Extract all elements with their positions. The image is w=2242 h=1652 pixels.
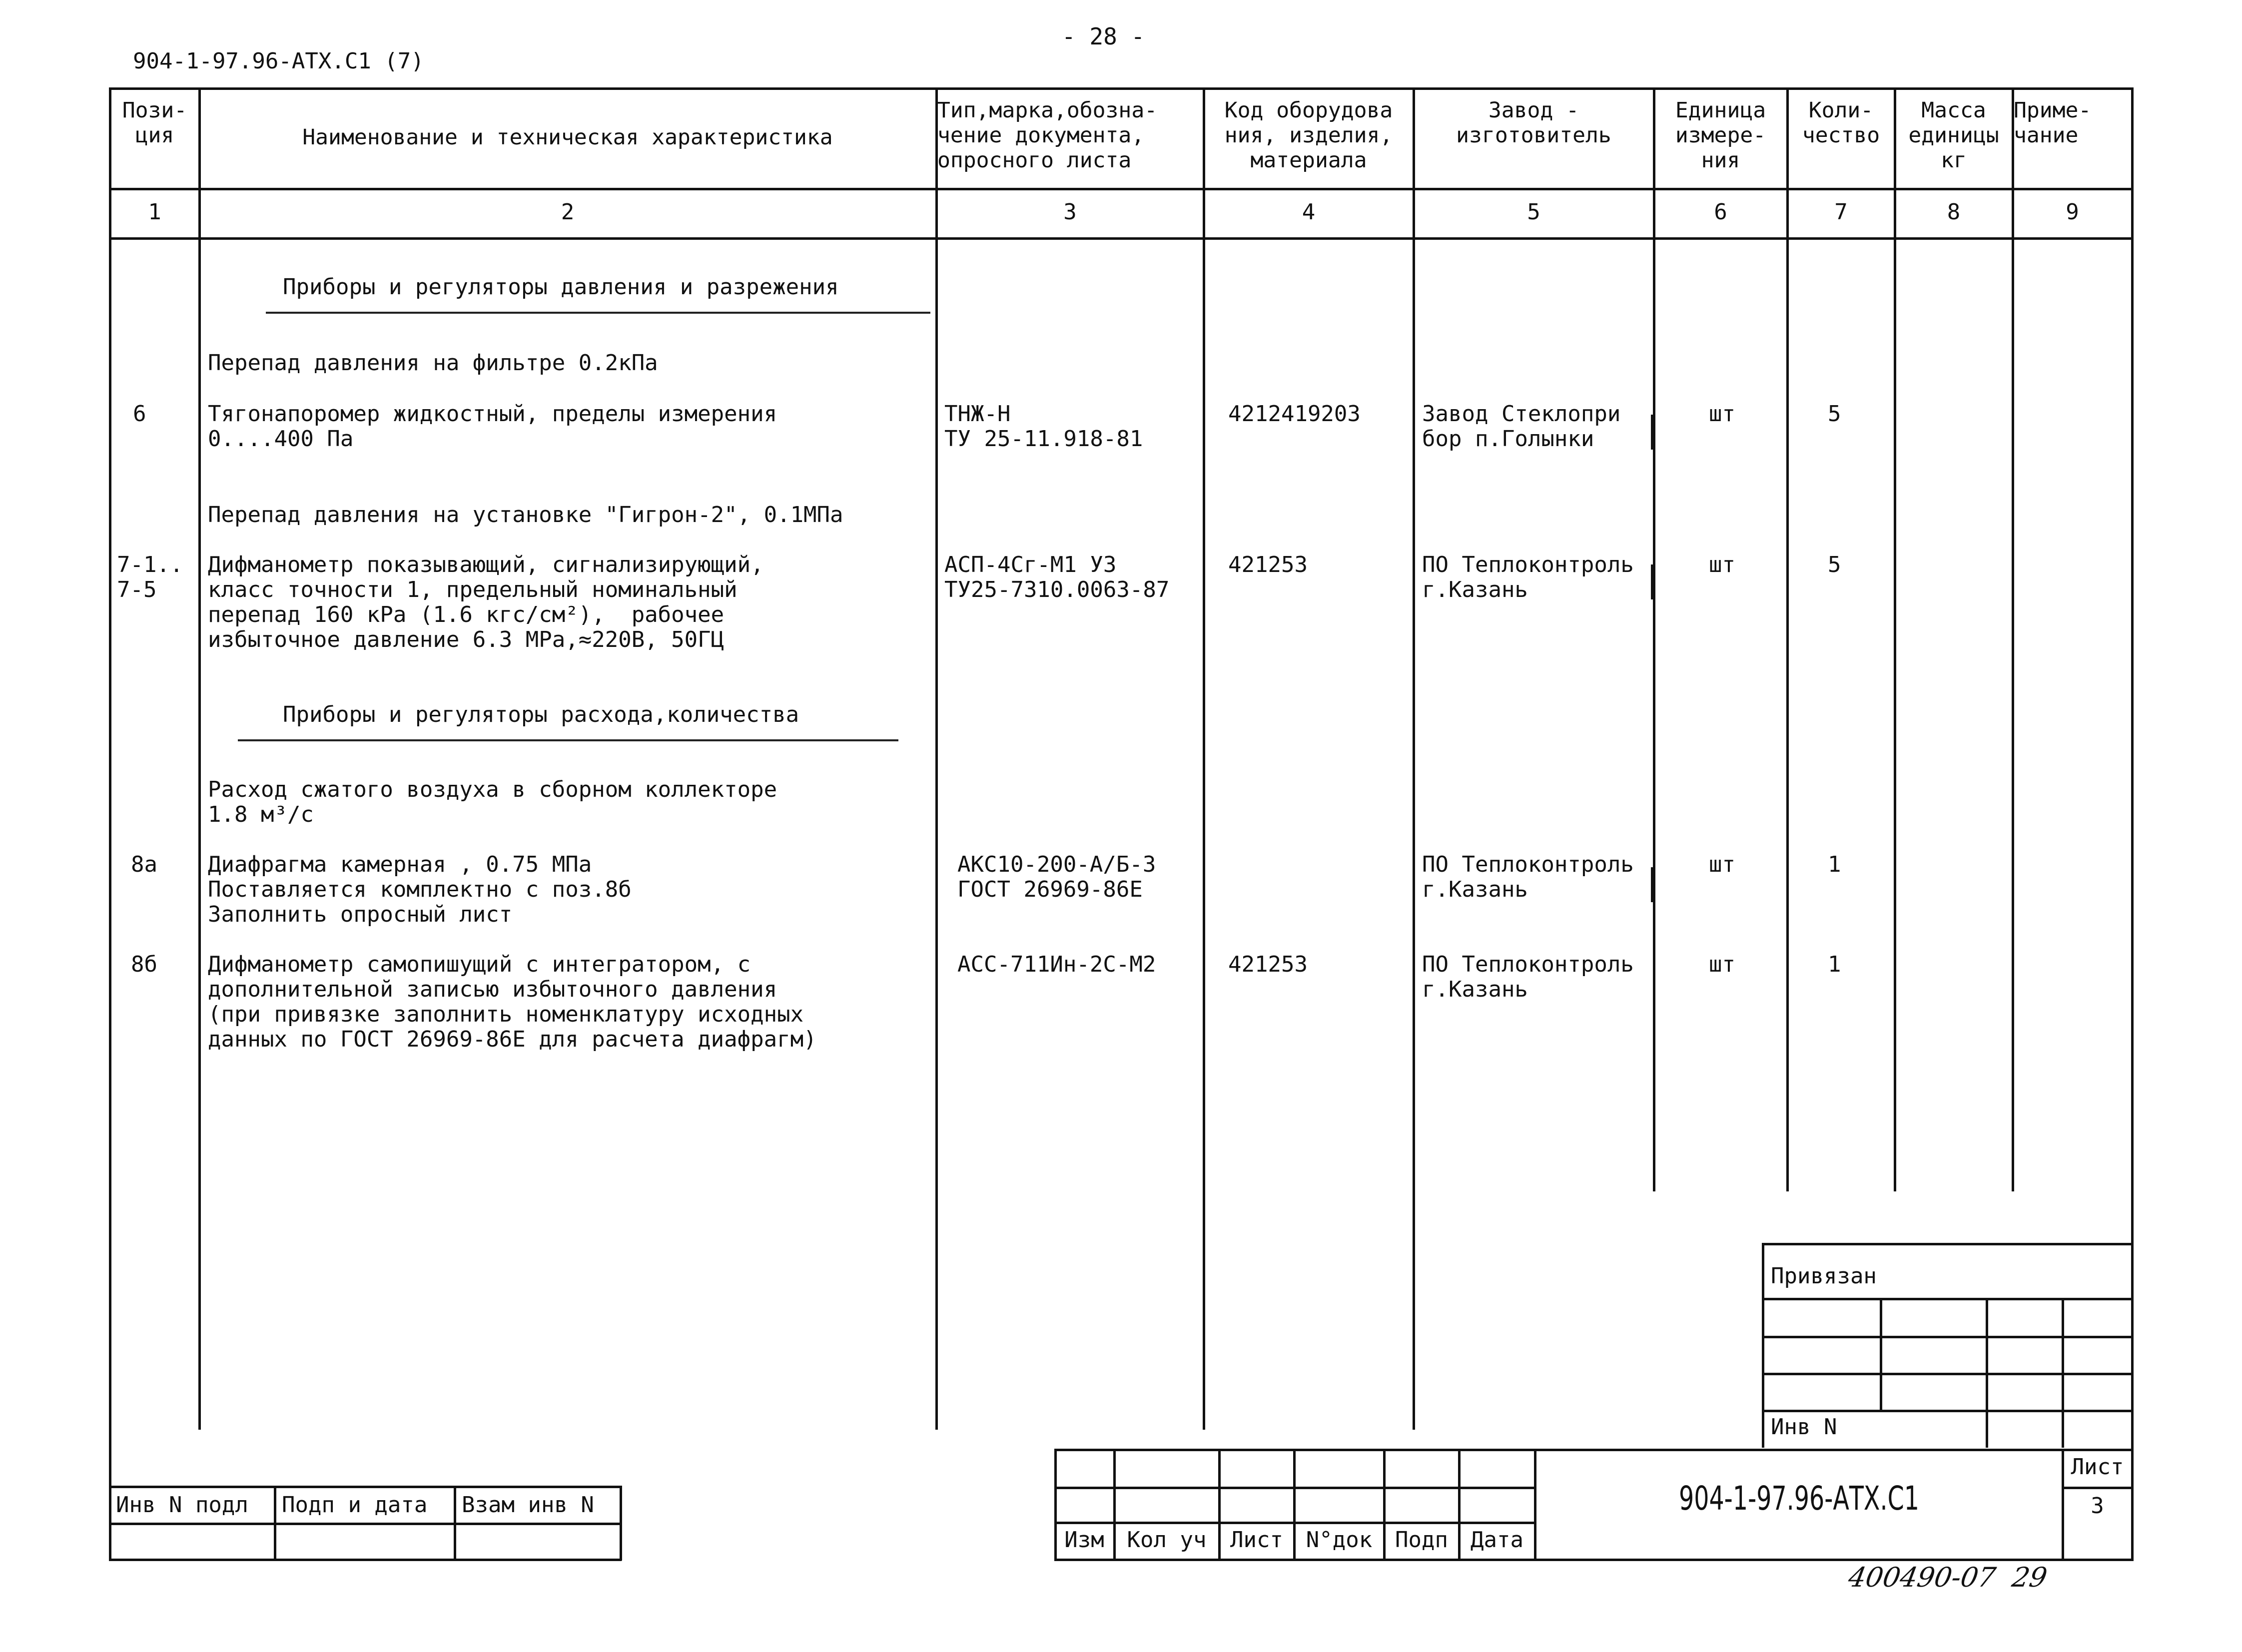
row6-code: 4212419203 [1228,401,1361,427]
th-ndok: N°док [1306,1527,1373,1553]
header-note: Приме- чание [2014,98,2092,148]
colnum-5: 5 [1527,199,1540,225]
section-underline [266,312,930,314]
row8b-pos: 8б [131,952,157,977]
row8a-name: Диафрагма камерная , 0.75 МПа Поставляется комплектно с поз.8б Заполнить опросный лист [208,852,632,927]
row7-type: АСП-4Сг-М1 У3 ТУ25-7310.0063-87 [944,552,1170,602]
header-unit: Единица измере- ния [1675,98,1766,173]
row8a-qty: 1 [1828,852,1841,877]
group-title-air: Расход сжатого воздуха в сборном коллекторе 1.8 м³/с [208,777,777,827]
page-number: - 28 - [1062,23,1145,50]
row7-name: Дифманометр показывающий, сигнализирующий, класс точности 1, предельный номинальный перепад 160 кРа (1.6 кгс/см²), рабочее избыточное давление 6.3 МРа,≈220В, 50ГЦ [208,552,764,652]
header-qty: Коли- чество [1802,98,1880,148]
section-title-flow: Приборы и регуляторы расхода,количества [283,702,799,727]
colnum-7: 7 [1834,199,1848,225]
section-underline [238,739,898,741]
th-izm: Изм [1064,1527,1104,1553]
group-title-gigron: Перепад давления на установке "Гигрон-2", 0.1МПа [208,502,843,528]
inv-podl-label: Инв N подл [116,1492,248,1518]
row6-name: Тягонапоромер жидкостный, пределы измерения 0....400 Па [208,401,777,452]
row8b-type: АСС-711Ин-2С-М2 [957,952,1156,977]
th-list: Лист [1230,1527,1283,1553]
binding-label: Привязан [1771,1263,1877,1289]
row6-pos: 6 [133,401,146,427]
row6-unit: шт [1709,401,1735,427]
row6-maker: Завод Стеклопри бор п.Голынки [1422,401,1621,452]
row7-qty: 5 [1828,552,1841,577]
row7-code: 421253 [1228,552,1308,577]
colnum-6: 6 [1714,199,1727,225]
podp-data-label: Подп и дата [282,1492,428,1518]
sheet-number: 3 [2091,1493,2104,1519]
colnum-2: 2 [561,199,575,225]
group-title-filter: Перепад давления на фильтре 0.2кПа [208,350,658,376]
colnum-8: 8 [1947,199,1961,225]
th-kol-uch: Кол уч [1127,1527,1207,1553]
row8a-maker: ПО Теплоконтроль г.Казань [1422,852,1634,902]
row8b-qty: 1 [1828,952,1841,977]
header-type: Тип,марка,обозна- чение документа, опросного листа [937,98,1158,173]
colnum-3: 3 [1063,199,1077,225]
header-mass: Масса единицы кг [1908,98,1999,173]
inv-label: Инв N [1771,1414,1837,1440]
colnum-9: 9 [2066,199,2079,225]
row8a-type: АКС10-200-А/Б-3 ГОСТ 26969-86Е [957,852,1156,902]
row8b-name: Дифманометр самопишущий с интегратором, с дополнительной записью избыточного давления (при привязке заполнить номенклатуру исходных данных по ГОСТ 26969-86Е для расчета диафрагм) [208,952,817,1052]
title-doc-code: 904-1-97.96-АТХ.С1 [1678,1479,1920,1518]
header-code: Код оборудова ния, изделия, материала [1224,98,1393,173]
th-data: Дата [1471,1527,1523,1553]
row6-qty: 5 [1828,401,1841,427]
row8b-code: 421253 [1228,952,1308,977]
colnum-1: 1 [148,199,161,225]
colnum-4: 4 [1302,199,1316,225]
row6-type: ТНЖ-Н ТУ 25-11.918-81 [944,401,1143,452]
row7-pos: 7-1.. 7-5 [117,552,183,602]
row7-maker: ПО Теплоконтроль г.Казань [1422,552,1634,602]
row7-unit: шт [1709,552,1735,577]
vzam-inv-label: Взам инв N [462,1492,594,1518]
row8b-maker: ПО Теплоконтроль г.Казань [1422,952,1634,1002]
sheet-label: Лист [2071,1454,2124,1480]
header-position: Пози- ция [122,98,187,148]
handwritten-archive-code: 400490-07 29 [1846,1562,2050,1593]
row8a-pos: 8а [131,852,157,877]
th-podp: Подп [1395,1527,1448,1553]
header-name: Наименование и техническая характеристика [302,125,833,150]
header-maker: Завод - изготовитель [1456,98,1611,148]
row8a-unit: шт [1709,852,1735,877]
section-title-pressure: Приборы и регуляторы давления и разрежения [283,274,839,300]
row8b-unit: шт [1709,952,1735,977]
doc-code-top: 904-1-97.96-АТХ.С1 (7) [133,48,424,74]
